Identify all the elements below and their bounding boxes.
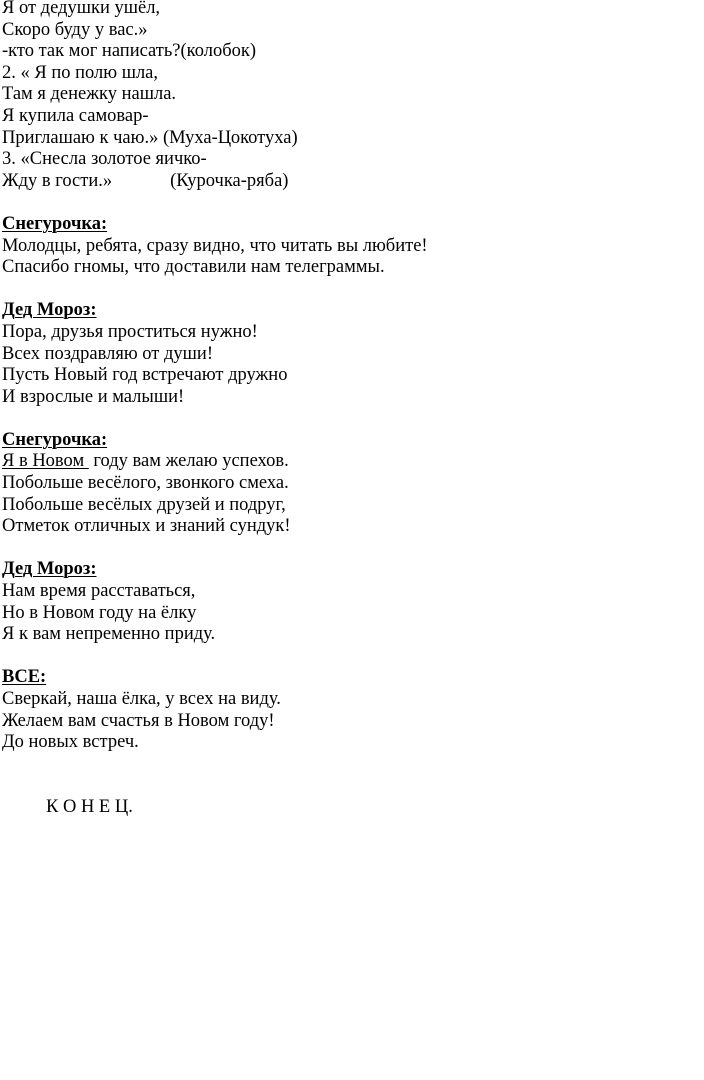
text-line: Побольше весёлого, звонкого смеха.	[2, 473, 289, 494]
blank-line	[2, 192, 702, 214]
text-line: Молодцы, ребята, сразу видно, что читать вы любите!	[2, 235, 428, 256]
text-line: Но в Новом году на ёлку	[2, 602, 197, 623]
text-line: Всех поздравляю от души!	[2, 343, 213, 364]
speaker-heading: Дед Мороз:	[2, 300, 97, 321]
text-line: Я к вам непременно приду.	[2, 624, 216, 645]
text-line: Пусть Новый год встречают дружно	[2, 365, 288, 386]
blank-line	[2, 754, 702, 776]
text-line: Скоро буду у вас.»	[2, 19, 148, 40]
riddle-text: Жду в гости.»	[2, 170, 113, 191]
text-line: Отметок отличных и знаний сундук!	[2, 516, 291, 537]
underlined-phrase: Я в Новом	[2, 451, 89, 472]
blank-line	[2, 646, 702, 668]
section-snegurochka-2	[2, 430, 702, 538]
speaker-heading: ВСЕ:	[2, 667, 47, 688]
text-line: Я от дедушки ушёл,	[2, 0, 161, 18]
text-line	[2, 171, 702, 193]
blank-line	[2, 775, 702, 797]
text-line: Желаем вам счастья в Новом году!	[2, 710, 275, 731]
section-snegurochka-1	[2, 214, 702, 279]
section-ded-moroz-1	[2, 300, 702, 408]
text-line: Я купила самовар-	[2, 105, 149, 126]
intro-block	[2, 0, 702, 192]
text-line: И взрослые и малыши!	[2, 386, 185, 407]
text-line: Спасибо гномы, что доставили нам телеграммы.	[2, 257, 385, 278]
riddle-answer: (Курочка-ряба)	[170, 170, 289, 191]
blank-line	[2, 408, 702, 430]
ending-text: К О Н Е Ц.	[46, 796, 133, 817]
blank-line	[2, 279, 702, 301]
text-line: До новых встреч.	[2, 732, 139, 753]
text-line: Пора, друзья проститься нужно!	[2, 321, 258, 342]
text-line: Приглашаю к чаю.» (Муха-Цокотуха)	[2, 127, 298, 148]
text-line: Сверкай, наша ёлка, у всех на виду.	[2, 689, 281, 709]
text-line: -кто так мог написать?(колобок)	[2, 41, 257, 62]
section-all	[2, 667, 702, 753]
text-line: Побольше весёлых друзей и подруг,	[2, 494, 286, 515]
speaker-heading: Снегурочка:	[2, 429, 108, 450]
document-body	[2, 0, 702, 819]
text-line: 3. «Снесла золотое яичко-	[2, 149, 207, 170]
blank-line	[2, 538, 702, 560]
text-line	[2, 451, 702, 473]
text-line: Там я денежку нашла.	[2, 84, 177, 105]
line-rest: году вам желаю успехов.	[88, 451, 289, 472]
text-line: Нам время расставаться,	[2, 581, 196, 602]
text-line: 2. « Я по полю шла,	[2, 62, 159, 83]
section-ded-moroz-2	[2, 559, 702, 645]
speaker-heading: Дед Мороз:	[2, 559, 97, 580]
speaker-heading: Снегурочка:	[2, 213, 108, 234]
